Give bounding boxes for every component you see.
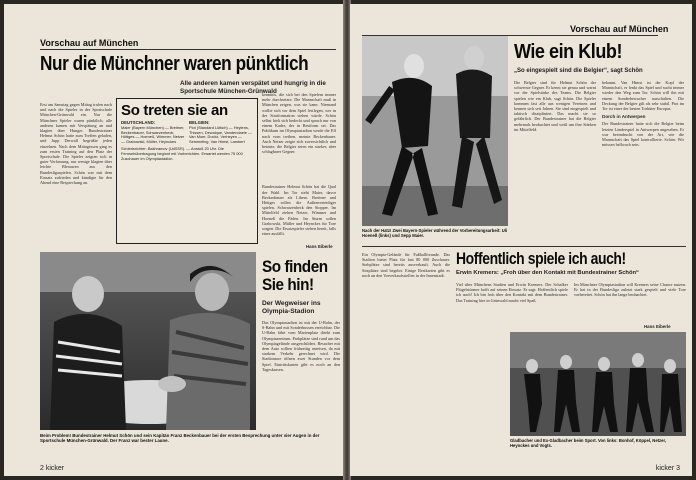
wegweiser-text: Das Olympiastadion ist mit der U-Bahn, der S-Bahn und mit Sonderbussen erreichbar. Die U-Bahn fährt vom Marienplatz direkt zum Olympiazentrum. Parkplätze sind rund um das Olympiagelände ausgeschildert. Besucher mit dem Auto sollten frühzeitig anreisen, da mit starkem Verkehr gerechnet wird. Die Stadiontore öffnen zwei Stunden vor dem Spiel. Eintrittskarten gibt es noch an den Tageskassen. <box>262 320 340 372</box>
right-headline-2: Hoffentlich spiele ich auch! <box>456 249 626 268</box>
training-photo-illustration <box>362 36 508 226</box>
article-text: Erst am Samstag gegen Mittag trafen nach und nach die Spieler in der Sportschule München-Grünwald ein. Nur die Münchner Spieler waren pünktlich, alle anderen kamen mit Verspätung an und klagten über Hunger. Bundestrainer Helmut Schön hatte zum Treffen geladen, und Jupp Derwall begrüßte jeden einzelnen. Nach dem Mittagessen ging es zum ersten Training auf den Platz der Sportschule. Die Spieler zeigten sich in guter Verfassung, nur wenige klagten über leichte Blessuren aus den Bundesligaspielen. Schön war mit dem Einsatz zufrieden und kündigte für den Abend eine Besprechung an. <box>40 102 112 186</box>
right-folio: kicker 3 <box>655 465 680 472</box>
lineup-box <box>116 98 258 244</box>
right-section-rule <box>362 246 686 247</box>
article-text-right-2 <box>602 80 684 244</box>
gladbach-photo <box>510 332 686 436</box>
right-bottom-column-a <box>362 252 450 470</box>
right-photo-caption: Nach der Hatz! Zwei Bayern-Spieler während der Vorbereitungsarbeit: Uli Hoeneß (links) und Sepp Maier. <box>362 228 508 239</box>
photo-illustration <box>40 252 256 430</box>
article-text-col3: Bundestrainer Helmut Schön hat die Qual der Wahl. Im Tor steht Maier, davor Beckenbauer als Libero. Breitner und Höttges sollen die Außenverteidiger spielen, Schwarzenbeck den Stopper. Im Mittelfeld ziehen Netzer, Wimmer und Hoeneß die Fäden. Im Sturm sollen Grabowski, Müller und Heynckes für Tore sorgen. Die Ersatzspieler stehen bereit, falls einer ausfällt. <box>262 184 336 237</box>
right-bottom-columns <box>456 282 686 324</box>
lineup-germany-heading: DEUTSCHLAND: <box>121 120 156 125</box>
right-quote: „So eingespielt sind die Belgier“, sagt Schön <box>514 68 643 74</box>
article-text-right-2-body: bekannt. Van Himst ist der Kopf der Mannschaft, er lenkt das Spiel und sucht immer wieder den Weg zum Tor. Schön will ihn mit einem Sonderbewacher ausschalten. Die Deckung der Belgier gilt als sehr stabil. Piot im Tor ist einer der besten Torhüter Europas. <box>602 80 684 112</box>
lineup-germany-text: Maier (Bayern München) — Breitner, Beckenbauer, Schwarzenbeck, Höttges — Hoeneß, Wimmer, Netzer — Grabowski, Müller, Heynckes <box>121 124 185 145</box>
wegweiser-subtitle: Der Wegweiser ins Olympia-Stadion <box>262 300 321 316</box>
lineup-box-title: So treten sie an <box>121 102 228 119</box>
lineup-row <box>121 121 253 145</box>
gladbach-photo-illustration <box>510 332 686 436</box>
left-page <box>4 4 344 476</box>
schoen-beckenbauer-photo <box>40 252 256 430</box>
left-headline: Nur die Münchner waren pünktlich <box>40 53 309 75</box>
left-folio: 2 kicker <box>40 465 65 472</box>
article-text-right-c: Im Münchner Olympiastadion will Kremers seine Chance nutzen. Er hat in der Bundesliga zuletzt stark gespielt und viele Tore vorbereitet. Schön hat ihn lange beobachtet. <box>574 282 686 298</box>
right-page <box>350 4 692 476</box>
dorch-subhead: Dorch in Antwerpen <box>602 114 646 120</box>
right-author: Hans Eiberle <box>644 324 671 329</box>
article-text-right-3: Der Bundestrainer hatte sich die Belgier beim letzten Länderspiel in Antwerpen angesehen. Er war beeindruckt von der Art, wie die Mannschaft das Spiel kontrollierte. Schön: Wir müssen hellwach sein. <box>602 121 684 148</box>
lineup-belgium <box>189 121 253 145</box>
right-intro-2: Erwin Kremers: „Froh über den Kontakt mit Bundestrainer Schön“ <box>456 270 639 276</box>
article-text-right-b: Viel über Münchens Stadien und Erwin Kremers. Der Schalker Flügelstürmer hofft auf seinen Einsatz. Er sagt: Hoffentlich spiele ich auch! Ich bin froh über den Kontakt mit dem Bundestrainer. Das Training hier in Grünwald macht viel Spaß. <box>456 282 568 303</box>
left-kicker: Vorschau auf München <box>40 38 139 48</box>
lineup-germany <box>121 121 185 145</box>
left-intro-column <box>40 102 112 242</box>
left-photo-caption: Beim Problem! Bundestrainer Helmut Schön und sein Kapitän Franz Beckenbauer bei der ersten Besprechung unter vier Augen in der Sportschule München-Grünwald. Der Franz war bester Laune. <box>40 433 320 444</box>
left-subtitle: Alle anderen kamen verspätet und hungrig in die Sportschule München-Grünwald <box>180 80 326 95</box>
left-right-columns <box>262 92 336 244</box>
hoeness-maier-photo <box>362 36 508 226</box>
right-top-columns <box>514 80 684 244</box>
wegweiser-headline: So finden Sie hin! <box>262 257 328 294</box>
wegweiser-column <box>262 320 340 428</box>
right-headline: Wie ein Klub! <box>514 41 622 63</box>
right-kicker: Vorschau auf München <box>570 24 669 34</box>
lineup-belgium-text: Piot (Standard Lüttich) — Heylens, Thissen, Dewalque, Vandendaele — Van Moer, Dockx, Verheyen — Semmeling, Van Himst, Lambert <box>189 124 252 145</box>
lineup-note: Schiedsrichter: Bakhramov (UdSSR). — Anstoß 20 Uhr. Die Fernsehübertragung beginnt mit Vorberichten. Erwartet werden 75 000 Zuschauer im Olympiastadion. <box>121 145 243 161</box>
article-text-right-a: Ein Olympia-Gelände für Fußballfreunde. Das Stadion bietet Platz für fast 80 000 Zuschauer. Stehplätze sind bereits ausverkauft. Auch die Sitzplätze sind begehrt. Einige Restkarten gibt es noch an den Vorverkaufsstellen in der Innenstadt. <box>362 252 450 278</box>
lineup-belgium-heading: BELGIEN: <box>189 120 210 125</box>
left-kicker-rule <box>40 49 336 50</box>
article-text-right-1: Die Belgier sind für Helmut Schön der schwerste Gegner. Er kennt sie genau und warnt vor der Spielstärke des Teams. Die Belgier spielen wie ein Klub, sagt Schön. Die Spieler kommen fast alle aus wenigen Vereinen und kennen sich seit Jahren. Sie sind eingespielt und taktisch diszipliniert. Das macht sie so gefährlich. Der Bundestrainer hat die Belgier mehrmals beobachtet und weiß um ihre Stärken im Mittelfeld. <box>514 80 596 132</box>
right-photo-caption-2: Gladbacher und Ex-Gladbacher beim Sport. Von links: Bonhof, Köppel, Netzer, Heynckes und Vogts. <box>510 438 667 449</box>
article-text-col2: kenntnis, die sich bei den Spielern immer mehr durchsetzte. Die Mannschaft muß in München zeigen, was sie kann. Niemand wollte sich vor dem Spiel festlegen, wer in der Startformation stehen würde. Schön selbst hielt sich bedeckt und sprach nur von einem Kader, der in Bestform sei. Das Publikum im Olympiastadion werde die Elf nach vorn treiben, meinte Beckenbauer. Auch Netzer zeigte sich zuversichtlich und betonte, die Belgier seien ein starker, aber schlagbarer Gegner. <box>262 92 336 155</box>
left-author: Hans Eiberle <box>306 244 333 249</box>
